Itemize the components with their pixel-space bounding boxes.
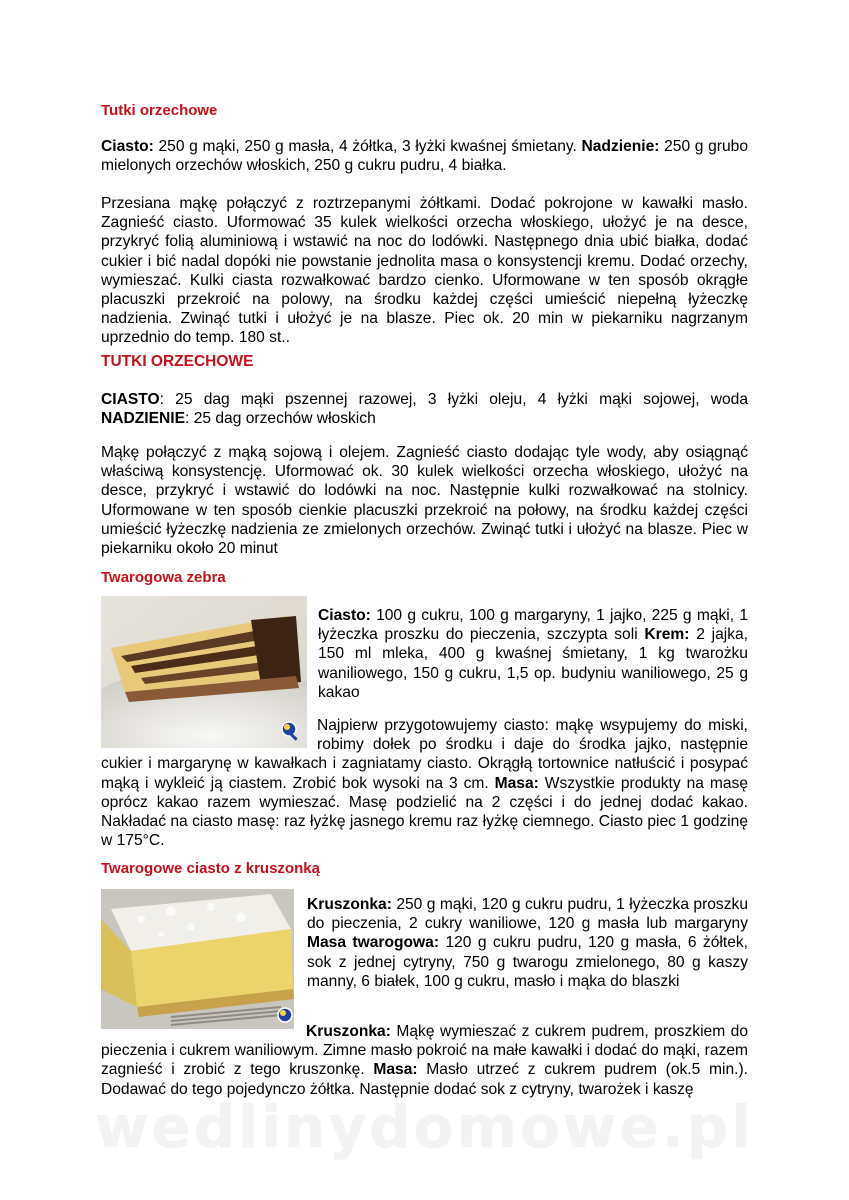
watermark: wedlinydomowe.pl — [94, 1093, 755, 1161]
ingredient-text: : 25 dag orzechów włoskich — [185, 410, 376, 428]
method-text: Masło utrzeć z cukrem pudrem (ok.5 min.). Dodawać do tego pojedynczo żółtka. Następnie dodać sok z cytryny, twarożek i kaszę — [101, 1061, 748, 1098]
method-label: Masa: — [494, 774, 539, 792]
ingredient-text: 250 g mąki, 120 g cukru pudru, 1 łyżeczka proszku do pieczenia, 2 cukry waniliowe, 120 g masła lub margaryny — [307, 896, 748, 933]
recipe-method: Mąkę połączyć z mąką sojową i olejem. Zagnieść ciasto dodając tyle wody, aby osiągnąć właściwą konsystencję. Uformować ok. 30 kulek wielkości orzecha włoskiego, ułożyć na desce, przykryć i wstawić do lodówki na noc. Następnie kulki rozwałkować na stolnicy. Uformowane w ten sposób cienkie placuszki przekroić na połowy, na środku każdej części umieścić łyżeczkę nadzienia ze zmielonych orzechów. Zwinąć tutki i ułożyć na blasze. Piec w piekarniku około 20 minut — [101, 444, 748, 558]
recipe-title: Twarogowe ciasto z kruszonką — [101, 860, 320, 877]
method-text: Mąkę wymieszać z cukrem pudrem, proszkiem do pieczenia i cukrem waniliowym. Zimne masło pokroić na małe kawałki i dodać do mąki, razem zagnieść i zrobić z tego kruszonkę. — [101, 1023, 748, 1079]
crumble-cheesecake-photo — [101, 889, 294, 1029]
recipe-method: Przesiana mąkę połączyć z roztrzepanymi żółtkami. Dodać pokrojone w kawałki masło. Zagnieść ciasto. Uformować 35 kulek wielkości orzecha włoskiego, ułożyć je na desce, przykryć folią aluminiową i wstawić na noc do lodówki. Następnego dnia ubić białka, dodać cukier i bić nadal dopóki nie powstanie jednolita masa o konsystencji kremu. Dodać orzechy, wymieszać. Kulki ciasta rozwałkować bardzo cienko. Uformowane w ten sposób okrągłe placuszki przekroić na polowy, na środku każdej części umieścić niepełną łyżeczkę nadzienia. Zwinąć tutki i ułożyć je na blasze. Piec ok. 20 min w piekarniku nagrzanym uprzednio do temp. 180 st.. — [101, 195, 748, 347]
ingredient-label: Masa twarogowa: — [307, 934, 440, 952]
ingredient-label: NADZIENIE — [101, 410, 186, 428]
method-label: Kruszonka: — [306, 1023, 391, 1040]
recipe-method — [101, 1022, 748, 1099]
ingredient-text: 120 g cukru pudru, 120 g masła, 6 żółtek, sok z jednej cytryny, 750 g twarogu zmielonego, 80 g kaszy manny, 6 białek, 100 g cukru, masło i mąka do blaszki — [307, 934, 748, 990]
method-text: Najpierw przygotowujemy ciasto: mąkę wsypujemy do miski, robimy dołek po środku i daje do środka jajko, następnie cukier i margarynę w kawałkach i zagniatamy ciasto. Okrągłą tortownice natłuścić i posypać mąką i wykleić ją ciastem. Zrobić bok wysoki na 3 cm. — [101, 717, 748, 792]
recipe-method — [101, 716, 748, 850]
recipe-title: TUTKI ORZECHOWE — [101, 353, 254, 370]
method-text: Wszystkie produkty na masę oprócz kakao razem wymieszać. Masę podzielić na 2 części i do jednej dodać kakao. Nakładać na ciasto masę: raz łyżkę jasnego kremu raz łyżkę ciemnego. Ciasto piec 1 godzinę w 175°C. — [101, 774, 748, 850]
ingredient-text: 2 jajka, 150 ml mleka, 400 g kwaśnej śmietany, 1 kg twarożku waniliowego, 150 g cukru, 1,5 op. budyniu waniliowego, 25 g kakao — [318, 626, 749, 701]
recipe-ingredients — [307, 895, 748, 991]
recipe-title: Twarogowa zebra — [101, 569, 226, 586]
ingredient-text: 250 g grubo mielonych orzechów włoskich, 250 g cukru pudru, 4 białka. — [101, 138, 749, 175]
method-label: Masa: — [373, 1061, 418, 1079]
ingredient-label: Krem: — [644, 626, 690, 644]
ingredient-label: Ciasto: — [101, 138, 154, 155]
ingredient-text: 100 g cukru, 100 g margaryny, 1 jajko, 225 g mąki, 1 łyżeczka proszku do pieczenia, szczypta soli — [318, 607, 748, 644]
recipe-ingredients — [318, 606, 748, 702]
ingredient-text: 250 g mąki, 250 g masła, 4 żółtka, 3 łyżki kwaśnej śmietany. — [153, 138, 582, 155]
ingredient-label: Ciasto: — [318, 607, 371, 624]
ingredient-label: Kruszonka: — [307, 896, 392, 913]
recipe-title: Tutki orzechowe — [101, 102, 218, 119]
recipe-ingredients — [101, 137, 748, 175]
ingredient-label: Nadzienie: — [581, 138, 660, 155]
recipe-ingredients — [101, 390, 748, 428]
ingredient-label: CIASTO — [101, 391, 160, 408]
ingredient-text: : 25 dag mąki pszennej razowej, 3 łyżki oleju, 4 łyżki mąki sojowej, woda — [159, 391, 748, 408]
